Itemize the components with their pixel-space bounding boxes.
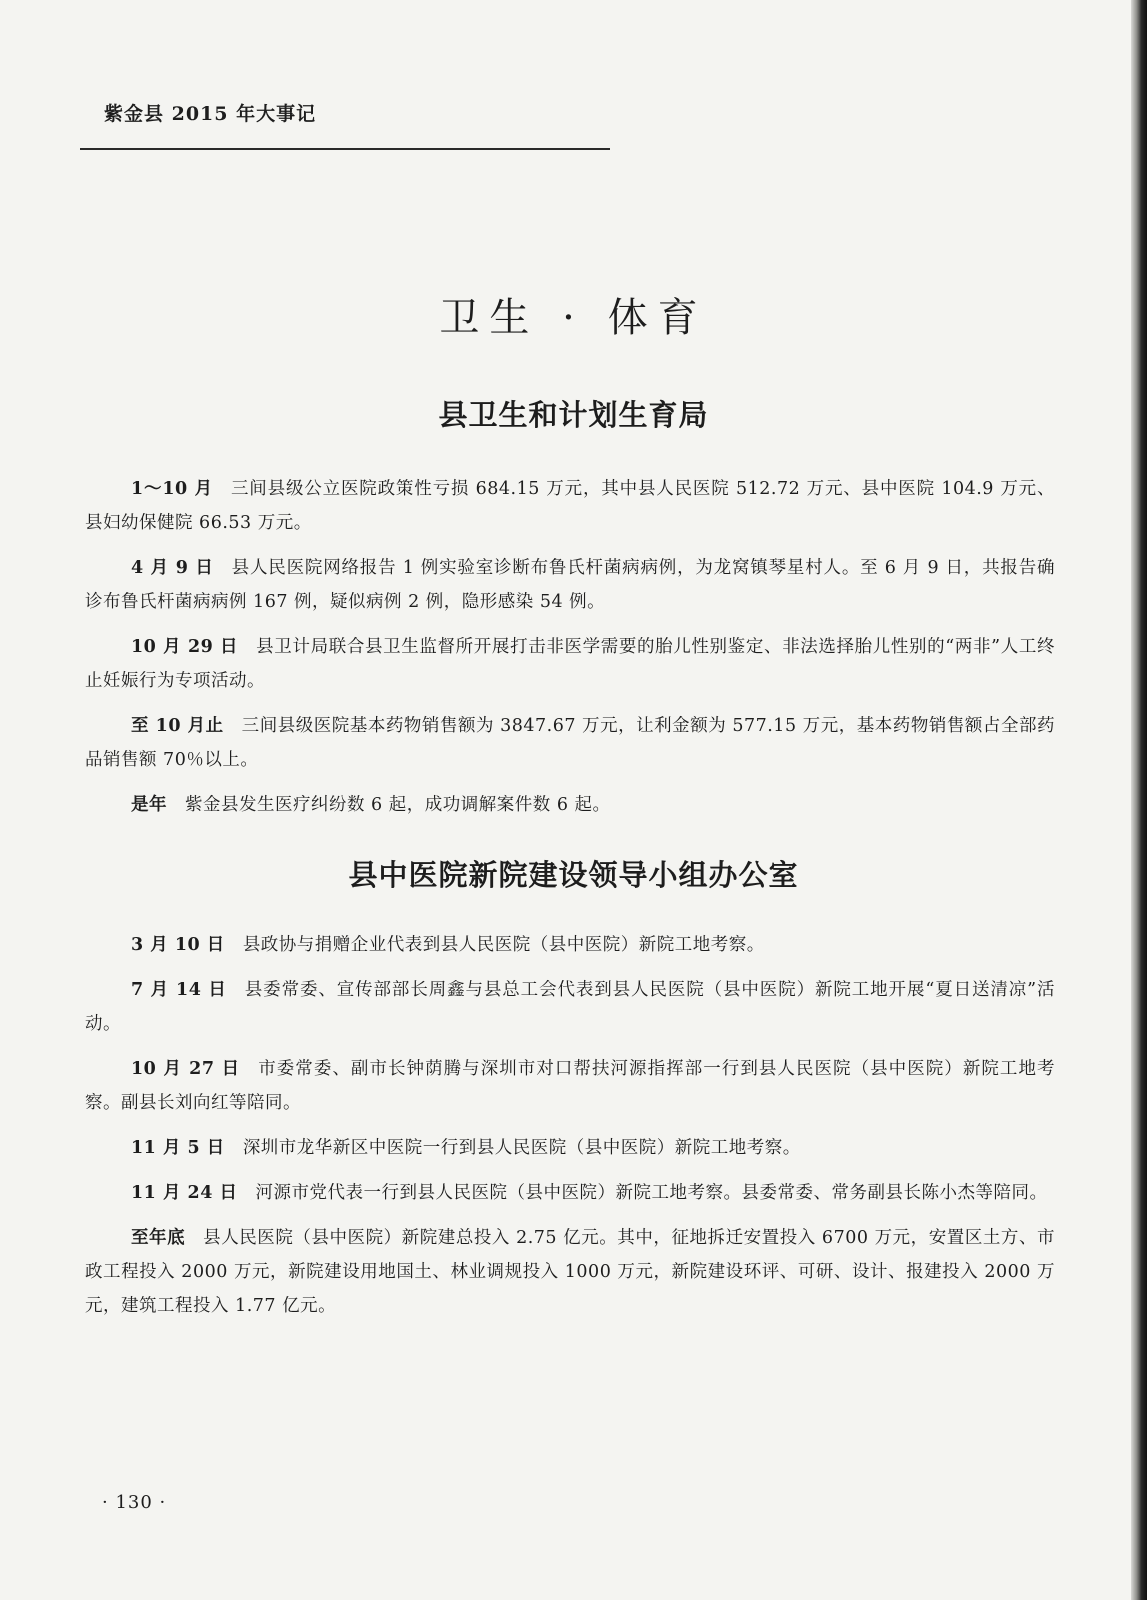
- entry-text: 河源市党代表一行到县人民医院（县中医院）新院工地考察。县委常委、常务副县长陈小杰等陪同。: [255, 1183, 1048, 1203]
- entry-date: 11 月 24 日: [131, 1183, 238, 1203]
- list-item: [85, 709, 1055, 777]
- entry-text: 县政协与捐赠企业代表到县人民医院（县中医院）新院工地考察。: [242, 935, 765, 955]
- list-item: [85, 973, 1055, 1041]
- entry-date: 10 月 27 日: [131, 1059, 241, 1079]
- entry-date: 3 月 10 日: [131, 935, 225, 955]
- list-item: [85, 1131, 1055, 1165]
- page-number: · 130 ·: [102, 1492, 167, 1513]
- section-title: 卫生 · 体育: [439, 295, 708, 341]
- entry-date: 至 10 月止: [131, 716, 224, 736]
- list-item: [85, 1176, 1055, 1210]
- scan-edge-shadow: [1131, 0, 1147, 1600]
- entry-text: 县卫计局联合县卫生监督所开展打击非医学需要的胎儿性别鉴定、非法选择胎儿性别的“两非”人工终止妊娠行为专项活动。: [85, 637, 1056, 691]
- list-item: [85, 630, 1055, 698]
- entry-text: 县委常委、宣传部部长周鑫与县总工会代表到县人民医院（县中医院）新院工地开展“夏日送清凉”活动。: [85, 980, 1055, 1034]
- list-item: [85, 1221, 1055, 1323]
- entry-date: 至年底: [131, 1228, 186, 1248]
- entry-text: 三间县级公立医院政策性亏损 684.15 万元，其中县人民医院 512.72 万元、县中医院 104.9 万元、县妇幼保健院 66.53 万元。: [85, 479, 1055, 533]
- list-item: [85, 472, 1055, 540]
- entry-text: 三间县级医院基本药物销售额为 3847.67 万元，让利金额为 577.15 万元，基本药物销售额占全部药品销售额 70％以上。: [85, 716, 1055, 770]
- entry-date: 7 月 14 日: [131, 980, 227, 1000]
- list-item: [85, 551, 1055, 619]
- entry-date: 1～10 月: [131, 479, 213, 499]
- header-rule: [80, 148, 610, 150]
- entry-text: 深圳市龙华新区中医院一行到县人民医院（县中医院）新院工地考察。: [242, 1138, 801, 1158]
- entries-health-bureau: [85, 472, 1055, 833]
- entry-date: 4 月 9 日: [131, 558, 214, 578]
- entry-date: 是年: [131, 795, 167, 815]
- entry-date: 11 月 5 日: [131, 1138, 225, 1158]
- list-item: [85, 788, 1055, 822]
- unit-title-health-bureau: 县卫生和计划生育局: [438, 398, 709, 432]
- entry-date: 10 月 29 日: [131, 637, 239, 657]
- entry-text: 紫金县发生医疗纠纷数 6 起，成功调解案件数 6 起。: [185, 795, 611, 815]
- entry-text: 市委常委、副市长钟荫腾与深圳市对口帮扶河源指挥部一行到县人民医院（县中医院）新院工地考察。副县长刘向红等陪同。: [85, 1059, 1056, 1113]
- list-item: [85, 1052, 1055, 1120]
- running-header: 紫金县 2015 年大事记: [104, 103, 317, 125]
- entry-text: 县人民医院（县中医院）新院建总投入 2.75 亿元。其中，征地拆迁安置投入 6700 万元，安置区土方、市政工程投入 2000 万元，新院建设用地国土、林业调规投入 1000 万元，新院建设环评、可研、设计、报建投入 2000 万元，建筑工程投入 1.77 亿元。: [85, 1228, 1056, 1316]
- entries-hospital-office: [85, 928, 1055, 1334]
- list-item: [85, 928, 1055, 962]
- entry-text: 县人民医院网络报告 1 例实验室诊断布鲁氏杆菌病病例，为龙窝镇琴星村人。至 6 月 9 日，共报告确诊布鲁氏杆菌病病例 167 例，疑似病例 2 例，隐形感染 54 例。: [85, 558, 1055, 612]
- unit-title-hospital-office: 县中医院新院建设领导小组办公室: [348, 858, 799, 892]
